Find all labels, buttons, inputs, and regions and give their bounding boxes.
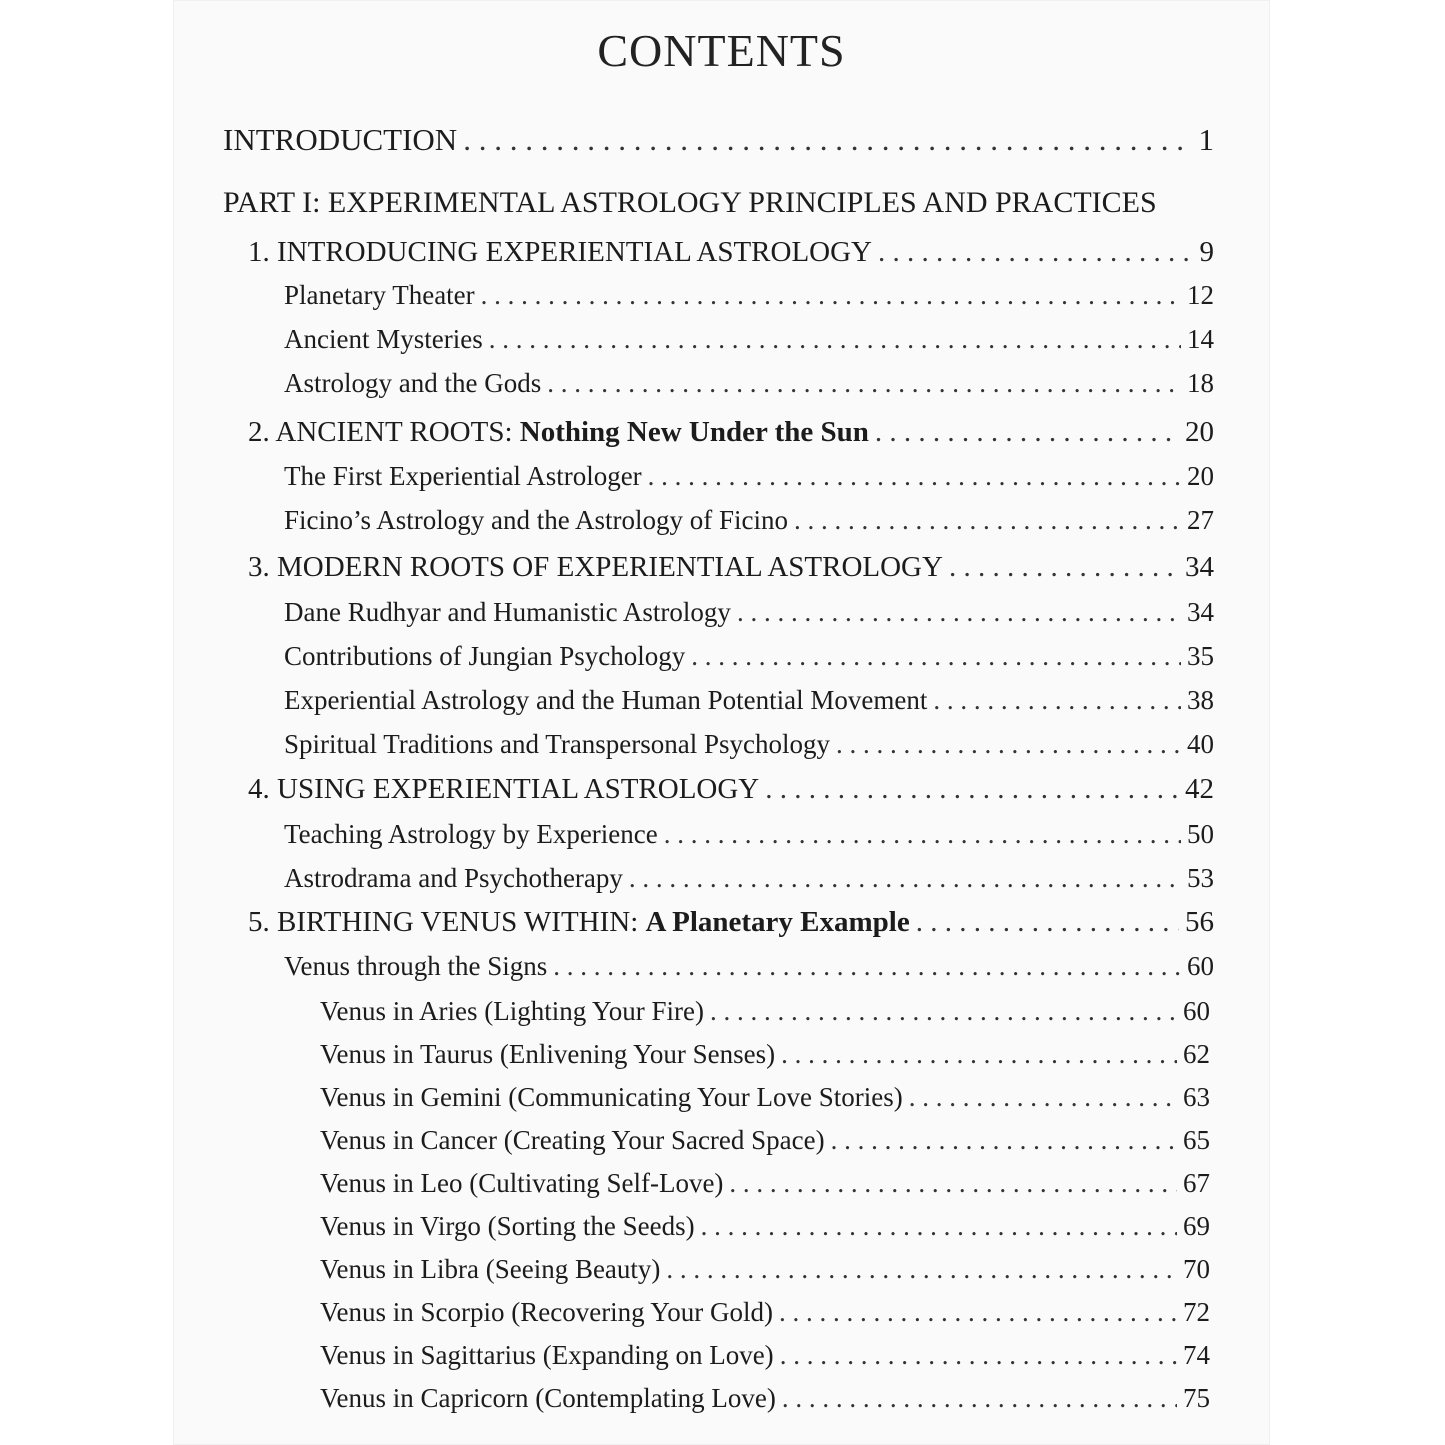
toc-page-number: 60 — [1187, 951, 1214, 981]
toc-section — [284, 641, 1214, 672]
toc-page-number: 9 — [1199, 236, 1214, 268]
toc-page-number: 40 — [1187, 729, 1214, 759]
toc-section — [284, 280, 1214, 311]
toc-subsection — [320, 1211, 1210, 1242]
toc-page-number: 34 — [1187, 597, 1214, 627]
toc-entry-label: Spiritual Traditions and Transpersonal Psychology — [284, 729, 831, 759]
toc-section — [284, 685, 1214, 716]
toc-entry-label: Planetary Theater — [284, 280, 475, 310]
toc-subsection — [320, 1254, 1210, 1285]
toc-page-number: 34 — [1185, 551, 1214, 583]
toc-leader-dots — [648, 461, 1181, 492]
toc-page-number: 18 — [1187, 368, 1214, 398]
toc-chapter-1 — [248, 236, 1214, 269]
toc-entry-label: Venus in Sagittarius (Expanding on Love) — [320, 1340, 774, 1370]
toc-leader-dots — [949, 551, 1179, 584]
toc-leader-dots — [710, 996, 1177, 1027]
toc-entry-label: Venus through the Signs — [284, 951, 548, 981]
toc-leader-dots — [765, 773, 1179, 806]
toc-page-number: 27 — [1187, 505, 1214, 535]
toc-page-number: 65 — [1183, 1125, 1210, 1155]
toc-page-number: 35 — [1187, 641, 1214, 671]
toc-entry-label: 4. USING EXPERIENTIAL ASTROLOGY — [248, 773, 760, 805]
toc-entry-label: PART I: EXPERIMENTAL ASTROLOGY PRINCIPLES AND PRACTICES — [223, 186, 1157, 219]
toc-leader-dots — [489, 324, 1181, 355]
toc-leader-dots — [729, 1168, 1177, 1199]
toc-leader-dots — [794, 505, 1181, 536]
toc-leader-dots — [779, 1297, 1177, 1328]
toc-entry-label: Experiential Astrology and the Human Potential Movement — [284, 685, 928, 715]
toc-page-number: 74 — [1183, 1340, 1210, 1370]
toc-subsection — [320, 996, 1210, 1027]
toc-page-number: 1 — [1198, 122, 1214, 157]
toc-page-number: 60 — [1183, 996, 1210, 1026]
toc-section — [284, 729, 1214, 760]
toc-subsection — [320, 1340, 1210, 1371]
toc-leader-dots — [664, 819, 1181, 850]
toc-subsection — [320, 1082, 1210, 1113]
toc-leader-dots — [933, 685, 1181, 716]
toc-leader-dots — [701, 1211, 1177, 1242]
toc-entry-label: Contributions of Jungian Psychology — [284, 641, 686, 671]
toc-entry-label: Astrology and the Gods — [284, 368, 542, 398]
toc-entry-label: 1. INTRODUCING EXPERIENTIAL ASTROLOGY — [248, 236, 872, 268]
page-title: CONTENTS — [597, 25, 846, 76]
toc-entry-label: Venus in Leo (Cultivating Self-Love) — [320, 1168, 724, 1198]
toc-leader-dots — [666, 1254, 1177, 1285]
toc-entry-label — [248, 416, 869, 449]
toc-leader-dots — [836, 729, 1181, 760]
toc-entry-label: Venus in Aries (Lighting Your Fire) — [320, 996, 704, 1026]
toc-page-number: 42 — [1185, 773, 1214, 805]
book-page — [173, 0, 1270, 1445]
toc-section — [284, 505, 1214, 536]
toc-entry-label: Teaching Astrology by Experience — [284, 819, 658, 849]
chapter-subtitle: Nothing New Under the Sun — [519, 416, 869, 448]
toc-page-number: 20 — [1185, 416, 1214, 448]
toc-part-heading — [223, 186, 1220, 220]
toc-leader-dots — [875, 416, 1179, 449]
toc-leader-dots — [629, 863, 1181, 894]
toc-chapter-5 — [248, 906, 1214, 939]
chapter-title: 2. ANCIENT ROOTS: — [248, 416, 520, 448]
toc-page-number: 12 — [1187, 280, 1214, 310]
toc-entry-label: Ancient Mysteries — [284, 324, 483, 354]
toc-section — [284, 461, 1214, 492]
toc-page-number: 67 — [1183, 1168, 1210, 1198]
toc-page-number: 38 — [1187, 685, 1214, 715]
toc-page-number: 53 — [1187, 863, 1214, 893]
toc-section — [284, 863, 1214, 894]
toc-page-number: 75 — [1183, 1383, 1210, 1413]
toc-page-number: 70 — [1183, 1254, 1210, 1284]
toc-leader-dots — [878, 236, 1194, 269]
toc-chapter-4 — [248, 773, 1214, 806]
toc-page-number: 62 — [1183, 1039, 1210, 1069]
toc-entry-label: INTRODUCTION — [223, 122, 458, 157]
toc-entry-label: Venus in Virgo (Sorting the Seeds) — [320, 1211, 695, 1241]
toc-section — [284, 368, 1214, 399]
toc-subsection — [320, 1168, 1210, 1199]
toc-entry-label: The First Experiential Astrologer — [284, 461, 642, 491]
toc-leader-dots — [691, 641, 1181, 672]
toc-section — [284, 324, 1214, 355]
toc-page-number: 14 — [1187, 324, 1214, 354]
toc-entry-label: 3. MODERN ROOTS OF EXPERIENTIAL ASTROLOGY — [248, 551, 943, 583]
toc-subsection — [320, 1125, 1210, 1156]
toc-subsection — [320, 1383, 1210, 1414]
toc-leader-dots — [781, 1039, 1177, 1070]
toc-section — [284, 819, 1214, 850]
toc-page-number: 20 — [1187, 461, 1214, 491]
toc-page-number: 63 — [1183, 1082, 1210, 1112]
toc-entry-label — [248, 906, 910, 939]
toc-entry-label: Venus in Capricorn (Contemplating Love) — [320, 1383, 776, 1413]
chapter-subtitle: A Planetary Example — [645, 906, 910, 938]
toc-leader-dots — [909, 1082, 1177, 1113]
toc-page-number: 72 — [1183, 1297, 1210, 1327]
toc-entry-label: Ficino’s Astrology and the Astrology of Ficino — [284, 505, 788, 535]
toc-chapter-2 — [248, 416, 1214, 449]
toc-section — [284, 951, 1214, 982]
toc-leader-dots — [831, 1125, 1177, 1156]
toc-page-number: 69 — [1183, 1211, 1210, 1241]
toc-entry-label: Dane Rudhyar and Humanistic Astrology — [284, 597, 731, 627]
toc-entry-label: Venus in Gemini (Communicating Your Love Stories) — [320, 1082, 903, 1112]
toc-entry-label: Venus in Cancer (Creating Your Sacred Space) — [320, 1125, 825, 1155]
toc-leader-dots — [780, 1340, 1177, 1371]
toc-entry-label: Venus in Scorpio (Recovering Your Gold) — [320, 1297, 773, 1327]
toc-entry-label: Venus in Taurus (Enlivening Your Senses) — [320, 1039, 776, 1069]
toc-page-number: 56 — [1185, 906, 1214, 938]
toc-leader-dots — [916, 906, 1179, 939]
toc-leader-dots — [463, 122, 1192, 158]
toc-section — [284, 597, 1214, 628]
toc-page-number: 50 — [1187, 819, 1214, 849]
toc-leader-dots — [737, 597, 1181, 628]
toc-leader-dots — [481, 280, 1181, 311]
toc-chapter-3 — [248, 551, 1214, 584]
toc-leader-dots — [553, 951, 1181, 982]
toc-entry-label: Venus in Libra (Seeing Beauty) — [320, 1254, 661, 1284]
toc-entry-introduction — [223, 122, 1214, 158]
toc-leader-dots — [547, 368, 1181, 399]
toc-leader-dots — [782, 1383, 1177, 1414]
toc-subsection — [320, 1297, 1210, 1328]
toc-entry-label: Astrodrama and Psychotherapy — [284, 863, 623, 893]
chapter-title: 5. BIRTHING VENUS WITHIN: — [248, 906, 646, 938]
toc-subsection — [320, 1039, 1210, 1070]
